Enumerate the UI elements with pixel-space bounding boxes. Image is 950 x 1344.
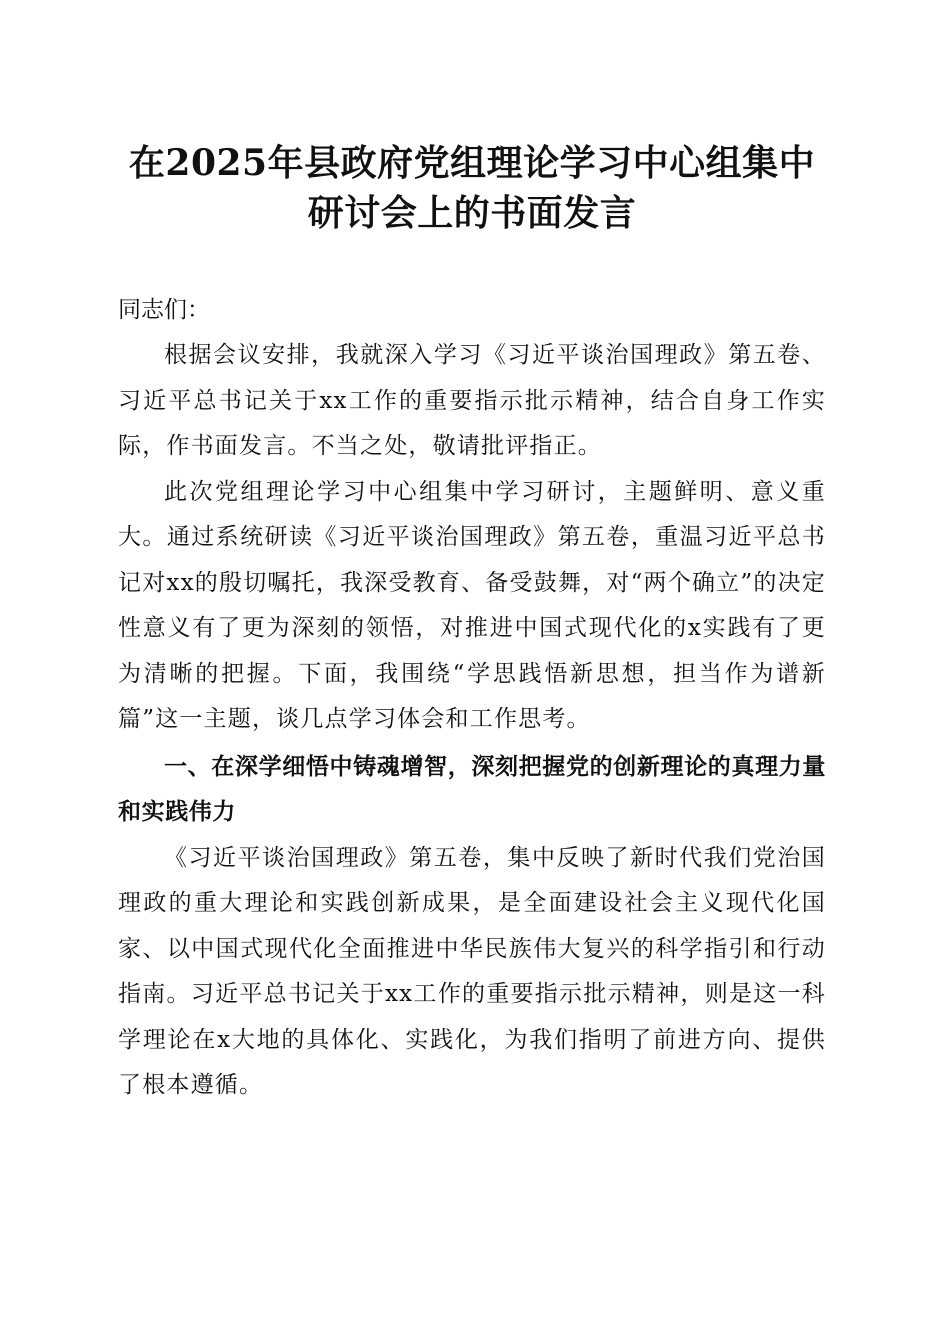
- section-1-paragraph: 《习近平谈治国理政》第五卷，集中反映了新时代我们党治国理政的重大理论和实践创新成果，是全面建设社会主义现代化国家、以中国式现代化全面推进中华民族伟大复兴的科学指引和行动指南。习近平总书记关于xx工作的重要指示批示精神，则是这一科学理论在x大地的具体化、实践化，为我们指明了前进方向、提供了根本遵循。: [118, 844, 826, 1098]
- paragraph-overview: 此次党组理论学习中心组集中学习研讨，主题鲜明、意义重大。通过系统研读《习近平谈治国理政》第五卷，重温习近平总书记对xx的殷切嘱托，我深受教育、备受鼓舞，对“两个确立”的决定性意义有了更为深刻的领悟，对推进中国式现代化的x实践有了更为清晰的把握。下面，我围绕“学思践悟新思想，担当作为谱新篇”这一主题，谈几点学习体会和工作思考。: [118, 478, 826, 732]
- document-page: [118, 138, 826, 1109]
- document-title: 在2025年县政府党组理论学习中心组集中研讨会上的书面发言: [128, 142, 816, 234]
- salutation: 同志们：: [118, 297, 210, 323]
- section-heading-1: 一、在深学细悟中铸魂增智，深刻把握党的创新理论的真理力量和实践伟力: [118, 753, 826, 825]
- paragraph-intro: 根据会议安排，我就深入学习《习近平谈治国理政》第五卷、习近平总书记关于xx工作的重要指示批示精神，结合自身工作实际，作书面发言。不当之处，敬请批评指正。: [118, 342, 826, 459]
